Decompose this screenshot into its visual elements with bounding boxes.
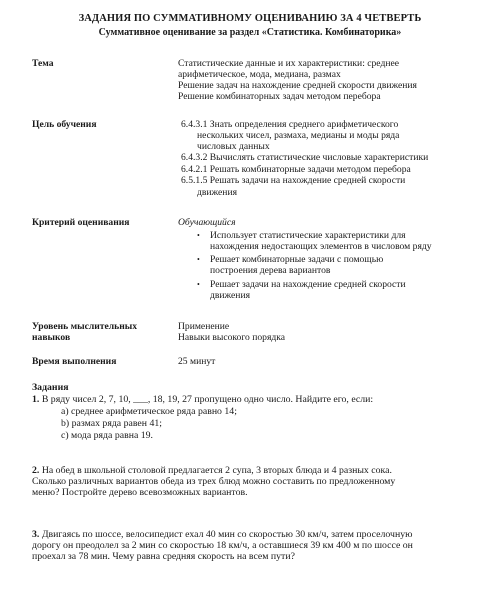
task-1-sub: b) размах ряда равен 41;	[61, 418, 162, 429]
topic-line: Решение комбинаторных задач методом перебора	[178, 91, 381, 102]
task-number: 2.	[32, 465, 40, 476]
task-2-line: Сколько различных вариантов обеда из трех блюд можно составить по предложенному	[32, 476, 396, 487]
level-label-line: навыков	[32, 332, 71, 343]
task-3-line: проехал за 78 мин. Чему равна средняя скорость на всем пути?	[32, 551, 295, 562]
goal-item: 6.5.1.5 Решать задачи на нахождение средней скорости	[181, 175, 406, 186]
criteria-bullet-line: нахождения недостающих элементов в числовом ряду	[210, 241, 432, 252]
task-1	[32, 394, 468, 405]
topic-line: Статистические данные и их характеристики: среднее	[178, 58, 399, 69]
task-number: 3.	[32, 529, 40, 540]
task-3-line	[32, 529, 468, 540]
goal-item: 6.4.3.2 Вычислять статистические числовые характеристики	[181, 152, 429, 163]
task-3-line: дорогу он преодолел за 2 мин со скоростью 18 км/ч, а оставшиеся 39 км 400 м по шоссе он	[32, 540, 413, 551]
topic-line: Решение задач на нахождение средней скорости движения	[178, 80, 417, 91]
task-1-sub: c) мода ряда равна 19.	[61, 430, 154, 441]
criteria-bullet-line: движения	[210, 290, 250, 301]
bullet-icon: •	[197, 280, 200, 289]
bullet-icon: •	[197, 255, 200, 264]
level-label-line: Уровень мыслительных	[32, 321, 138, 332]
goal-item: 6.4.2.1 Решать комбинаторные задачи методом перебора	[181, 164, 411, 175]
topic-label: Тема	[32, 58, 54, 69]
criteria-bullet-text	[210, 230, 474, 252]
goal-item: 6.4.3.1 Знать определения среднего арифметического	[181, 119, 399, 130]
task-3	[32, 529, 468, 562]
criteria-bullet-text	[210, 254, 474, 276]
topic-line: арифметическое, мода, медиана, размах	[178, 69, 341, 80]
level-value-line: Применение	[178, 321, 230, 332]
goal-item-cont: движения	[197, 187, 237, 198]
criteria-bullet-text	[210, 279, 474, 301]
task-2-line-text: На обед в школьной столовой предлагается 2 супа, 3 вторых блюда и 4 разных сока.	[41, 465, 392, 476]
criteria-label: Критерий оценивания	[32, 217, 130, 228]
goal-item-cont: нескольких чисел, размаха, медианы и моды ряда	[197, 130, 400, 141]
page-title: ЗАДАНИЯ ПО СУММАТИВНОМУ ОЦЕНИВАНИЮ ЗА 4 ЧЕТВЕРТЬ	[78, 13, 422, 24]
task-1-sub: a) среднее арифметическое ряда равно 14;	[61, 406, 237, 417]
tasks-heading: Задания	[32, 382, 69, 393]
task-2-line	[32, 465, 468, 476]
criteria-bullet-line: Решает комбинаторные задачи с помощью	[210, 254, 384, 265]
goal-item-cont: числовых данных	[197, 141, 270, 152]
page-subtitle: Суммативное оценивание за раздел «Статистика. Комбинаторика»	[98, 27, 402, 38]
level-value-line: Навыки высокого порядка	[178, 332, 286, 343]
task-3-line-text: Двигаясь по шоссе, велосипедист ехал 40 мин со скоростью 30 км/ч, затем проселочную	[41, 529, 413, 540]
task-2	[32, 465, 468, 498]
task-2-line: меню? Постройте дерево всевозможных вариантов.	[32, 487, 248, 498]
goal-label: Цель обучения	[32, 119, 97, 130]
topic-content	[178, 58, 466, 102]
level-value	[178, 321, 466, 343]
task-1-text: В ряду чисел 2, 7, 10, ___, 18, 19, 27 пропущено одно число. Найдите его, если:	[41, 394, 374, 405]
bullet-icon: •	[197, 231, 200, 240]
criteria-bullet-line: Использует статистические характеристики для	[210, 230, 406, 241]
level-label	[32, 321, 172, 343]
criteria-bullet-line: построения дерева вариантов	[210, 265, 331, 276]
criteria-intro: Обучающийся	[178, 217, 236, 228]
task-number: 1.	[32, 394, 40, 405]
time-value: 25 минут	[178, 356, 216, 367]
criteria-bullet-line: Решает задачи на нахождение средней скорости	[210, 279, 406, 290]
time-label: Время выполнения	[32, 356, 117, 367]
